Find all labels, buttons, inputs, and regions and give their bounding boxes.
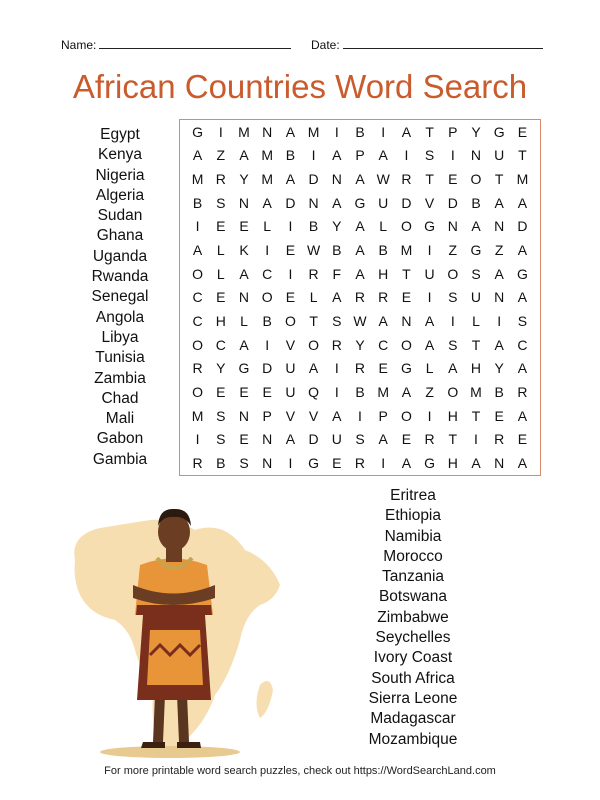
grid-letter[interactable]: S [216, 431, 226, 448]
grid-letter[interactable]: E [517, 431, 528, 448]
grid-letter[interactable]: I [195, 218, 200, 235]
grid-letter[interactable]: N [447, 218, 458, 235]
grid-letter[interactable]: I [358, 407, 362, 424]
grid-letter[interactable]: B [471, 194, 481, 211]
name-field [61, 38, 291, 52]
madagascar-shape [257, 681, 274, 718]
grid-letter[interactable]: B [308, 218, 319, 235]
grid-letter[interactable]: I [334, 384, 339, 401]
grid-letter[interactable]: A [192, 147, 203, 164]
grid-letter[interactable]: M [261, 147, 274, 164]
grid-letter[interactable]: A [401, 455, 412, 472]
grid-letter[interactable]: N [470, 147, 482, 164]
right-list-word: Sierra Leone [368, 689, 458, 707]
grid-letter[interactable]: B [285, 147, 296, 164]
grid-letter[interactable]: G [493, 123, 505, 140]
grid-letter[interactable]: G [308, 455, 320, 472]
left-list-word: Chad [101, 389, 139, 407]
grid-letter[interactable]: A [517, 455, 528, 472]
grid-letter[interactable]: C [378, 336, 389, 353]
grid-letter[interactable]: B [192, 194, 203, 211]
grid-letter[interactable]: B [355, 123, 365, 140]
grid-letter[interactable]: W [376, 171, 390, 188]
grid-letter[interactable]: N [401, 313, 412, 330]
grid-letter[interactable]: S [471, 265, 481, 282]
left-list-word: Ghana [96, 227, 144, 245]
right-list-word: Seychelles [375, 629, 451, 647]
grid-letter[interactable]: R [308, 265, 319, 282]
grid-letter[interactable]: H [447, 455, 458, 472]
left-list-word: Kenya [98, 146, 142, 164]
grid-letter[interactable]: O [192, 384, 204, 401]
grid-letter[interactable]: U [285, 360, 296, 377]
grid-letter[interactable]: A [517, 194, 528, 211]
grid-letter[interactable]: D [401, 194, 412, 211]
grid-letter[interactable]: E [239, 218, 249, 235]
grid-letter[interactable]: M [516, 171, 529, 188]
grid-letter[interactable]: A [494, 336, 504, 353]
footer-text: For more printable word search puzzles, check out https://WordSearchLand.com [104, 765, 496, 777]
grid-letter[interactable]: A [332, 147, 342, 164]
grid-letter[interactable]: A [308, 360, 319, 377]
grid-letter[interactable]: E [332, 455, 342, 472]
grid-letter[interactable]: E [378, 360, 388, 377]
grid-letter[interactable]: R [192, 455, 203, 472]
right-list-word: Zimbabwe [377, 608, 449, 626]
grid-letter[interactable]: B [378, 242, 388, 259]
word-search-grid [179, 119, 541, 476]
grid-letter[interactable]: A [517, 242, 528, 259]
left-list-word: Mali [105, 410, 135, 428]
grid-letter[interactable]: T [494, 171, 504, 188]
grid-letter[interactable]: Z [448, 242, 458, 259]
grid-letter[interactable]: A [332, 194, 342, 211]
grid-letter[interactable]: G [470, 242, 482, 259]
grid-letter[interactable]: A [517, 289, 528, 306]
grid-letter[interactable]: O [192, 265, 204, 282]
grid-letter[interactable]: R [192, 360, 203, 377]
grid-letter[interactable]: I [450, 147, 455, 164]
grid-letter[interactable]: O [284, 313, 296, 330]
grid-letter[interactable]: R [378, 289, 389, 306]
grid-letter[interactable]: R [517, 384, 528, 401]
grid-letter[interactable]: S [448, 289, 458, 306]
grid-letter[interactable]: L [263, 218, 272, 235]
grid-letter[interactable]: C [215, 336, 226, 353]
right-list-word: Ethiopia [384, 507, 441, 525]
grid-letter[interactable]: A [471, 455, 481, 472]
grid-letter[interactable]: S [216, 407, 226, 424]
grid-letter[interactable]: L [379, 218, 388, 235]
grid-letter[interactable]: A [285, 431, 296, 448]
grid-letter[interactable]: L [216, 242, 225, 259]
right-list-word: South Africa [371, 669, 455, 687]
grid-letter[interactable]: Z [494, 242, 504, 259]
grid-letter[interactable]: S [332, 313, 342, 330]
grid-letter[interactable]: E [239, 384, 249, 401]
grid-letter[interactable]: T [425, 171, 434, 188]
grid-letter[interactable]: N [262, 455, 273, 472]
leg-left [153, 695, 165, 742]
left-list-word: Rwanda [91, 268, 149, 286]
grid-letter[interactable]: I [450, 313, 455, 330]
grid-letter[interactable]: M [191, 407, 204, 424]
word-list-right [348, 486, 478, 750]
grid-letter[interactable]: R [354, 455, 366, 472]
grid-letter[interactable]: L [425, 360, 434, 377]
grid-letter[interactable]: T [471, 336, 481, 353]
grid-letter[interactable]: I [288, 265, 293, 282]
grid-letter[interactable]: I [288, 218, 293, 235]
grid-letter[interactable]: O [192, 336, 204, 353]
grid-letter[interactable]: R [215, 171, 226, 188]
grid-letter[interactable]: W [353, 313, 367, 330]
grid-letter[interactable]: N [494, 289, 505, 306]
grid-letter[interactable]: D [517, 218, 528, 235]
wrap-pattern [147, 630, 203, 685]
shirt-band [136, 605, 212, 615]
grid-letter[interactable]: G [424, 218, 436, 235]
name-label: Name: [61, 38, 97, 52]
grid-letter[interactable]: E [494, 407, 504, 424]
grid-letter[interactable]: Y [355, 336, 365, 353]
shoe-right [177, 742, 201, 748]
right-list-word: Botswana [378, 588, 448, 606]
grid-letter[interactable]: B [355, 384, 365, 401]
grid-letter[interactable]: I [474, 431, 478, 448]
grid-letter[interactable]: B [262, 313, 272, 330]
grid-letter[interactable]: I [334, 123, 339, 140]
grid-letter[interactable]: V [285, 407, 296, 424]
grid-letter[interactable]: R [354, 360, 366, 377]
left-list-word: Zambia [94, 369, 146, 387]
left-list-word: Tunisia [95, 349, 145, 367]
grid-letter[interactable]: D [308, 431, 319, 448]
grid-letter[interactable]: E [285, 242, 296, 259]
right-list-word: Madagascar [370, 710, 456, 728]
grid-letter[interactable]: E [216, 384, 226, 401]
grid-letter[interactable]: H [447, 407, 458, 424]
grid-letter[interactable]: G [238, 360, 250, 377]
grid-letter[interactable]: L [309, 289, 318, 306]
grid-letter[interactable]: Q [308, 384, 320, 401]
grid-letter[interactable]: Y [471, 123, 481, 140]
grid-letter[interactable]: E [401, 431, 412, 448]
grid-letter[interactable]: R [401, 171, 412, 188]
grid-letter[interactable]: A [378, 313, 388, 330]
grid-letter[interactable]: Y [239, 171, 249, 188]
grid-letter[interactable]: U [470, 289, 482, 306]
grid-letter[interactable]: L [472, 313, 480, 330]
grid-letter[interactable]: S [517, 313, 528, 330]
grid-letter[interactable]: V [424, 194, 435, 211]
grid-letter[interactable]: D [262, 360, 273, 377]
grid-letter[interactable]: M [261, 171, 274, 188]
grid-letter[interactable]: E [517, 123, 528, 140]
grid-letter[interactable]: O [447, 384, 459, 401]
grid-letter[interactable]: V [285, 336, 296, 353]
grid-letter[interactable]: A [517, 360, 528, 377]
left-list-word: Egypt [100, 126, 140, 143]
grid-letter[interactable]: A [285, 123, 296, 140]
grid-letter[interactable]: A [424, 336, 435, 353]
grid-letter[interactable]: S [424, 147, 435, 164]
grid-letter[interactable]: A [285, 171, 296, 188]
grid-letter[interactable]: M [377, 384, 390, 401]
grid-letter[interactable]: M [400, 242, 413, 259]
grid-letter[interactable]: N [308, 194, 319, 211]
grid-letter[interactable]: M [238, 123, 250, 140]
grid-letter[interactable]: A [332, 289, 342, 306]
grid-letter[interactable]: P [378, 407, 388, 424]
right-list-word: Namibia [384, 527, 442, 545]
grid-letter[interactable]: A [471, 218, 481, 235]
grid-letter[interactable]: T [402, 265, 411, 282]
grid-letter[interactable]: I [427, 242, 432, 259]
right-list-word: Eritrea [390, 487, 436, 504]
grid-letter[interactable]: D [308, 171, 319, 188]
grid-letter[interactable]: N [331, 171, 342, 188]
grid-letter[interactable]: P [262, 407, 272, 424]
date-line[interactable] [343, 38, 543, 49]
grid-letter[interactable]: B [494, 384, 504, 401]
grid-letter[interactable]: A [517, 407, 528, 424]
grid-letter[interactable]: A [424, 313, 435, 330]
grid-letter[interactable]: A [401, 123, 412, 140]
grid-letter[interactable]: P [355, 147, 365, 164]
page-title: African Countries Word Search [72, 68, 528, 105]
grid-letter[interactable]: A [262, 194, 272, 211]
grid-letter[interactable]: I [334, 360, 339, 377]
grid-letter[interactable]: E [401, 289, 412, 306]
grid-letter[interactable]: E [285, 289, 296, 306]
grid-letter[interactable]: A [378, 431, 388, 448]
grid-letter[interactable]: A [355, 265, 365, 282]
grid-letter[interactable]: L [216, 265, 225, 282]
grid-letter[interactable]: A [448, 360, 458, 377]
grid-letter[interactable]: I [427, 289, 432, 306]
leg-right [177, 695, 189, 742]
grid-letter[interactable]: O [400, 218, 412, 235]
grid-letter[interactable]: E [448, 171, 458, 188]
right-list-word: Mozambique [368, 730, 458, 748]
name-line[interactable] [99, 38, 291, 49]
grid-letter[interactable]: B [332, 242, 342, 259]
grid-letter[interactable]: C [192, 313, 203, 330]
grid-letter[interactable]: N [262, 431, 273, 448]
grid-letter[interactable]: O [308, 336, 320, 353]
grid-letter[interactable]: I [427, 407, 432, 424]
grid-letter[interactable]: N [238, 407, 250, 424]
grid-letter[interactable]: A [355, 242, 365, 259]
left-list-word: Uganda [92, 247, 148, 265]
right-list-word: Tanzania [381, 568, 445, 586]
grid-letter[interactable]: D [285, 194, 296, 211]
grid-letter[interactable]: S [239, 455, 249, 472]
grid-letter[interactable]: T [518, 147, 527, 164]
africa-illustration [55, 490, 295, 760]
grid-letter[interactable]: A [494, 194, 504, 211]
left-list-word: Gabon [96, 430, 144, 448]
grid-letter[interactable]: U [285, 384, 296, 401]
grid-letter[interactable]: L [240, 313, 248, 330]
grid-letter[interactable]: F [332, 265, 342, 282]
word-list-left [80, 125, 160, 470]
grid-letter[interactable]: P [448, 123, 458, 140]
grid-letter[interactable]: R [331, 336, 342, 353]
shoe-left [141, 742, 165, 748]
grid-letter[interactable]: H [215, 313, 226, 330]
grid-letter[interactable]: I [497, 313, 502, 330]
grid-letter[interactable]: Y [216, 360, 226, 377]
grid-letter[interactable]: I [265, 242, 270, 259]
grid-letter[interactable]: U [494, 147, 505, 164]
grid-letter[interactable]: G [424, 455, 436, 472]
grid-letter[interactable]: A [192, 242, 203, 259]
grid-letter[interactable]: V [308, 407, 319, 424]
grid-letter[interactable]: D [447, 194, 458, 211]
grid-letter[interactable]: G [192, 123, 204, 140]
grid-letter[interactable]: M [470, 384, 482, 401]
grid-letter[interactable]: I [381, 123, 386, 140]
grid-letter[interactable]: H [470, 360, 482, 377]
date-field [311, 38, 543, 52]
grid-letter[interactable]: B [216, 455, 226, 472]
grid-letter[interactable]: O [261, 289, 273, 306]
grid-letter[interactable]: I [218, 123, 223, 140]
grid-letter[interactable]: E [239, 431, 249, 448]
grid-letter[interactable]: S [355, 431, 365, 448]
grid-letter[interactable]: T [448, 431, 458, 448]
grid-letter[interactable]: C [192, 289, 203, 306]
grid-letter[interactable]: I [404, 147, 409, 164]
grid-letter[interactable]: S [448, 336, 458, 353]
grid-letter[interactable]: A [332, 407, 342, 424]
grid-letter[interactable]: C [517, 336, 528, 353]
left-list-word: Sudan [97, 207, 143, 225]
date-label: Date: [311, 38, 340, 52]
left-list-word: Senegal [91, 288, 149, 306]
grid-letter[interactable]: R [354, 289, 366, 306]
grid-letter[interactable]: W [306, 242, 321, 259]
grid-letter[interactable]: I [288, 455, 293, 472]
grid-letter[interactable]: I [381, 455, 386, 472]
grid-letter[interactable]: O [400, 407, 412, 424]
grid-letter[interactable]: R [494, 431, 505, 448]
grid-letter[interactable]: G [516, 265, 528, 282]
grid-letter[interactable]: Z [425, 384, 434, 401]
grid-letter[interactable]: G [400, 360, 412, 377]
grid-letter[interactable]: O [447, 265, 459, 282]
grid-letter[interactable]: A [239, 147, 249, 164]
grid-letter[interactable]: N [494, 455, 505, 472]
grid-letter[interactable]: E [216, 218, 226, 235]
grid-letter[interactable]: Y [332, 218, 342, 235]
grid-letter[interactable]: T [425, 123, 434, 140]
grid-letter[interactable]: A [355, 218, 365, 235]
grid-letter[interactable]: N [494, 218, 505, 235]
left-list-word: Angola [95, 308, 145, 326]
grid-letter[interactable]: O [400, 336, 412, 353]
grid-letter[interactable]: I [311, 147, 316, 164]
ground-shadow [100, 746, 240, 758]
grid-letter[interactable]: N [262, 123, 273, 140]
grid-letter[interactable]: A [239, 336, 249, 353]
left-list-word: Gambia [92, 450, 148, 468]
grid-letter[interactable]: A [239, 265, 249, 282]
grid-letter[interactable]: U [331, 431, 342, 448]
grid-letter[interactable]: T [309, 313, 318, 330]
right-list-word: Ivory Coast [373, 649, 453, 667]
grid-letter[interactable]: U [424, 265, 435, 282]
right-list-word: Morocco [383, 547, 443, 565]
grid-letter[interactable]: T [471, 407, 481, 424]
grid-letter[interactable]: E [216, 289, 226, 306]
grid-letter[interactable]: Z [216, 147, 226, 164]
grid-letter[interactable]: R [424, 431, 435, 448]
grid-letter[interactable]: U [378, 194, 389, 211]
grid-letter[interactable]: N [238, 194, 250, 211]
grid-letter[interactable]: Y [494, 360, 504, 377]
left-list-word: Libya [101, 328, 139, 346]
grid-letter[interactable]: H [378, 265, 389, 282]
grid-letter[interactable]: O [470, 171, 482, 188]
grid-letter[interactable]: A [378, 147, 388, 164]
left-list-word: Nigeria [95, 166, 145, 184]
grid-letter[interactable]: G [354, 194, 366, 211]
left-list-word: Algeria [95, 186, 145, 204]
grid-letter[interactable]: E [262, 384, 272, 401]
grid-letter[interactable]: N [238, 289, 250, 306]
grid-letter[interactable]: S [216, 194, 226, 211]
grid-letter[interactable]: M [307, 123, 320, 140]
grid-letter[interactable]: C [262, 265, 273, 282]
grid-letter[interactable]: I [195, 431, 200, 448]
grid-letter[interactable]: A [494, 265, 504, 282]
grid-letter[interactable]: M [191, 171, 204, 188]
grid-letter[interactable]: I [265, 336, 270, 353]
grid-letter[interactable]: A [355, 171, 365, 188]
grid-letter[interactable]: A [401, 384, 412, 401]
grid-letter[interactable]: K [239, 242, 249, 259]
